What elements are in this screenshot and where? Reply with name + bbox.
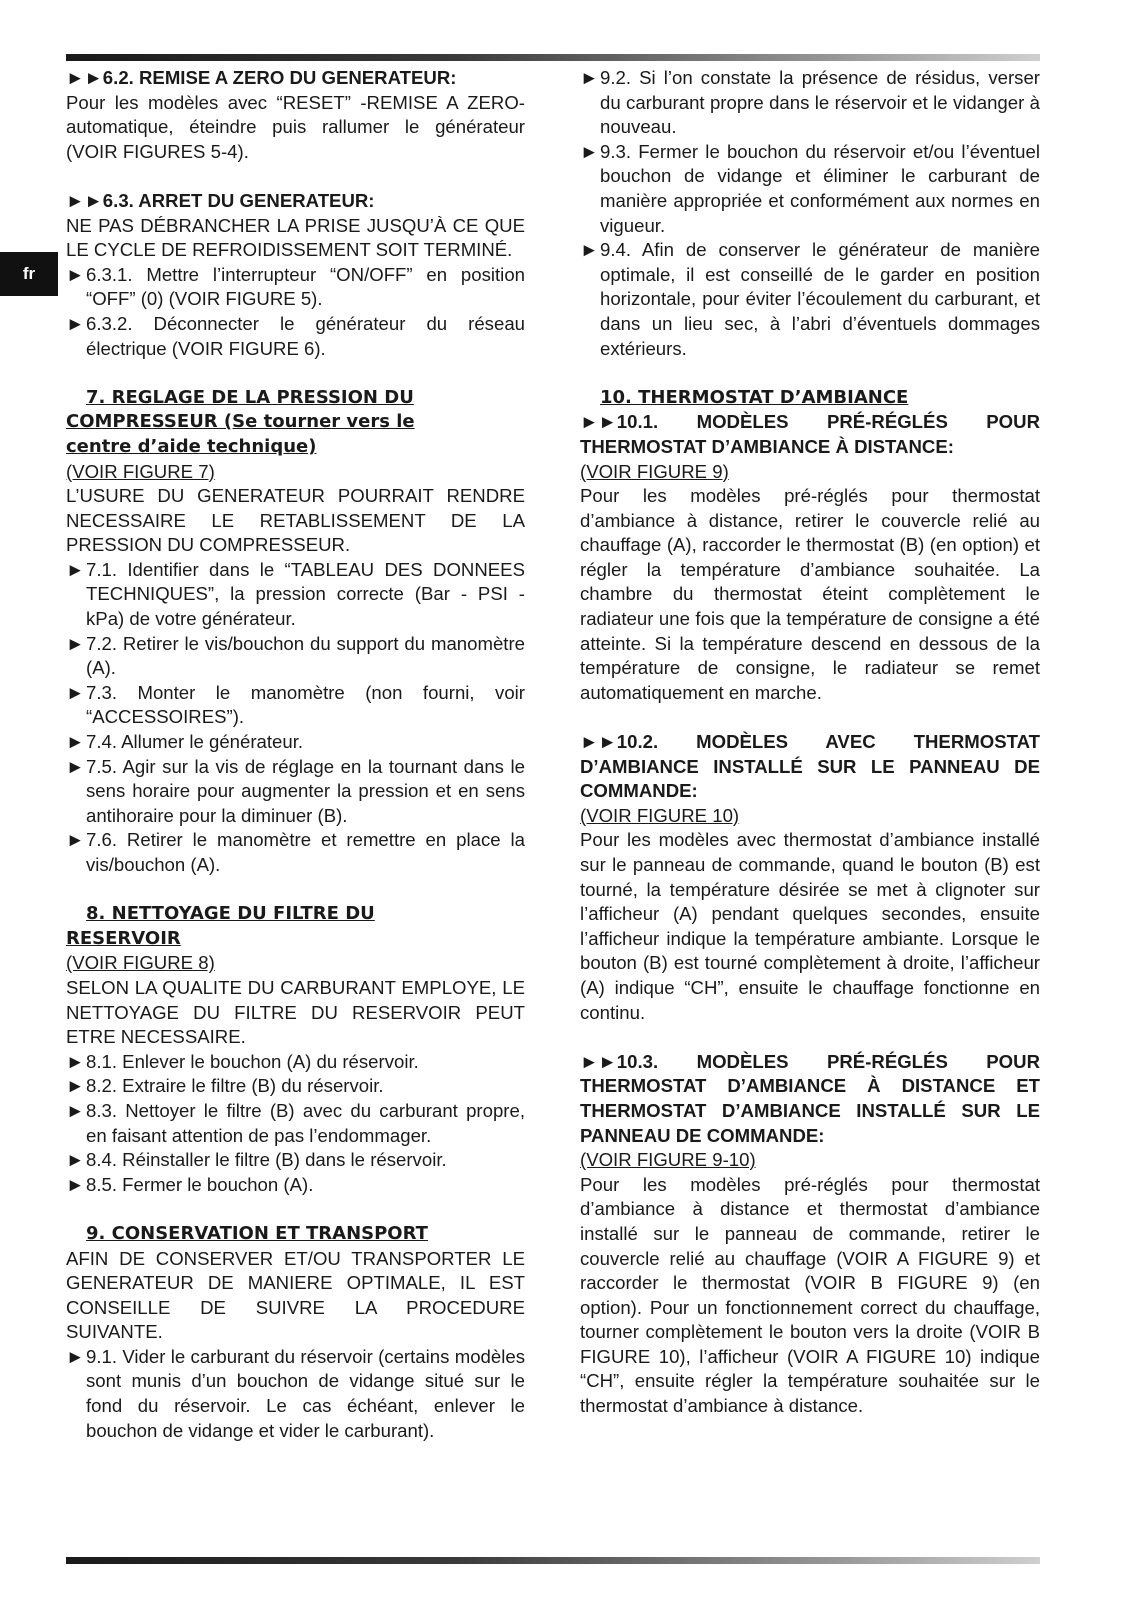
section-10-3-figure-ref: (VOIR FIGURE 9-10) (580, 1149, 756, 1171)
list-item: ► 6.3.1. Mettre l’interrupteur “ON/OFF” en position “OFF” (0) (VOIR FIGURE 5). (66, 263, 525, 310)
bullet-arrow-icon: ► (66, 829, 85, 851)
list-item: ► 7.1. Identifier dans le “TABLEAU DES DONNEES TECHNIQUES”, la pression correcte (Bar - PSI - kPa) de votre générateur. (66, 558, 525, 630)
list-item: ► 9.1. Vider le carburant du réservoir (certains modèles sont munis d’un bouchon de vidange situé sur le fond du réservoir. Le cas échéant, enlever le bouchon de vidange et vider le carburant). (66, 1345, 525, 1441)
bullet-arrow-icon: ► (66, 681, 85, 703)
list-item: ► 8.4. Réinstaller le filtre (B) dans le réservoir. (66, 1148, 525, 1173)
section-7-title-line3: centre d’aide technique) (66, 435, 317, 457)
section-8-title-line1: 8. NETTOYAGE DU FILTRE DU (86, 903, 375, 925)
section-9-text: AFIN DE CONSERVER ET/OU TRANSPORTER LE GENERATEUR DE MANIERE OPTIMALE, IL EST CONSEILLE DE SUIVRE LA PROCEDURE SUIVANTE. (66, 1247, 525, 1343)
section-10-1-figure-ref: (VOIR FIGURE 9) (580, 460, 729, 482)
bullet-arrow-icon: ► (66, 632, 85, 654)
bullet-arrow-icon: ► (66, 312, 85, 334)
section-7-title-line1: 7. REGLAGE DE LA PRESSION DU (86, 386, 414, 408)
top-rule (66, 54, 1040, 61)
list-item: ► 6.3.2. Déconnecter le générateur du réseau électrique (VOIR FIGURE 6). (66, 312, 525, 359)
section-10-3-title: ►►10.3. MODÈLES PRÉ-RÉGLÉS POUR THERMOSTAT D’AMBIANCE À DISTANCE ET THERMOSTAT D’AMBIANCE INSTALLÉ SUR LE PANNEAU DE COMMANDE: (580, 1050, 1040, 1146)
section-8-text: SELON LA QUALITE DU CARBURANT EMPLOYE, LE NETTOYAGE DU FILTRE DU RESERVOIR PEUT ETRE NECESSAIRE. (66, 976, 525, 1048)
section-9-title: 9. CONSERVATION ET TRANSPORT (86, 1222, 428, 1244)
section-8-title-line2: RESERVOIR (66, 927, 181, 949)
bullet-arrow-icon: ► (66, 263, 85, 285)
section-8-figure-ref: (VOIR FIGURE 8) (66, 952, 215, 974)
list-item: ► 9.4. Afin de conserver le générateur de manière optimale, il est conseillé de le garder en position horizontale, pour éviter l’écoulement du carburant, et dans un lieu sec, à l’abri d’éventuels dommages extérieurs. (580, 239, 1040, 359)
bullet-arrow-icon: ► (66, 1345, 85, 1367)
list-item: ► 7.6. Retirer le manomètre et remettre en place la vis/bouchon (A). (66, 829, 525, 875)
list-item: ► 8.2. Extraire le filtre (B) du réservoir. (66, 1074, 525, 1099)
section-7-figure-ref: (VOIR FIGURE 7) (66, 460, 215, 482)
section-6-3-title: ►►6.3. ARRET DU GENERATEUR: (66, 189, 375, 211)
bullet-arrow-icon: ► (66, 1050, 85, 1072)
section-10-1-title: ►►10.1. MODÈLES PRÉ-RÉGLÉS POUR THERMOSTAT D’AMBIANCE À DISTANCE: (580, 411, 1040, 457)
right-column (580, 66, 1040, 1419)
section-10-1-text: Pour les modèles pré-réglés pour thermostat d’ambiance à distance, retirer le couvercle relié au chauffage (A), raccorder le thermostat (B) (en option) et régler la température d’ambiance souhaitée. La chambre du thermostat éteint complètement le radiateur une fois que la température de consigne a été atteinte. Si la température descend en dessous de la température de consigne, le radiateur se remet automatiquement en marche. (580, 485, 1040, 703)
bullet-arrow-icon: ► (66, 558, 85, 580)
bullet-arrow-icon: ► (66, 755, 85, 777)
section-6-3-text: NE PAS DÉBRANCHER LA PRISE JUSQU’À CE QUE LE CYCLE DE REFROIDISSEMENT SOIT TERMINÉ. (66, 214, 525, 261)
bullet-arrow-icon: ► (66, 1075, 85, 1097)
list-item: ► 9.2. Si l’on constate la présence de résidus, verser du carburant propre dans le réservoir et le vidanger à nouveau. (580, 67, 1040, 138)
list-item: ► 8.3. Nettoyer le filtre (B) avec du carburant propre, en faisant attention de pas l’endommager. (66, 1099, 525, 1146)
left-column (66, 66, 525, 1443)
bullet-arrow-icon: ► (66, 1149, 85, 1171)
bullet-arrow-icon: ► (580, 140, 599, 162)
section-6-2-text: Pour les modèles avec “RESET” -REMISE A ZERO- automatique, éteindre puis rallumer le générateur (VOIR FIGURES 5-4). (66, 91, 525, 162)
language-tab (0, 252, 58, 296)
list-item: ► 7.5. Agir sur la vis de réglage en la tournant dans le sens horaire pour augmenter la pression et en sens antihoraire pour la diminuer (B). (66, 755, 525, 826)
bottom-rule (66, 1557, 1040, 1564)
section-10-2-title: ►►10.2. MODÈLES AVEC THERMOSTAT D’AMBIANCE INSTALLÉ SUR LE PANNEAU DE COMMANDE: (580, 731, 1040, 802)
bullet-arrow-icon: ► (66, 1173, 85, 1195)
section-10-title: 10. THERMOSTAT D’AMBIANCE (600, 386, 909, 408)
list-item: ► 9.3. Fermer le bouchon du réservoir et/ou l’éventuel bouchon de vidange et éliminer le carburant de manière appropriée et conformément aux normes en vigueur. (580, 140, 1040, 236)
section-10-3-text: Pour les modèles pré-réglés pour thermostat d’ambiance à distance et thermostat d’ambiance installé sur le panneau de commande, retirer le couvercle relié au chauffage (VOIR A FIGURE 9) et raccorder le thermostat (VOIR B FIGURE 9) (en option). Pour un fonctionnement correct du chauffage, tourner complètement le bouton vers la droite (VOIR B FIGURE 10), l’afficheur (VOIR A FIGURE 10) indique “CH”, ensuite régler la température souhaitée sur le thermostat d’ambiance à distance. (580, 1173, 1040, 1417)
list-item: ► 7.2. Retirer le vis/bouchon du support du manomètre (A). (66, 632, 525, 679)
list-item: ► 8.5. Fermer le bouchon (A). (66, 1173, 525, 1198)
section-7-text: L’USURE DU GENERATEUR POURRAIT RENDRE NECESSAIRE LE RETABLISSEMENT DE LA PRESSION DU COMPRESSEUR. (66, 485, 525, 556)
bullet-arrow-icon: ► (580, 67, 599, 88)
list-item: ► 7.4. Allumer le générateur. (66, 730, 525, 755)
bullet-arrow-icon: ► (66, 1099, 85, 1121)
language-label: fr (22, 264, 36, 283)
section-7-title-line2: COMPRESSEUR (Se tourner vers le (66, 411, 415, 433)
section-10-2-figure-ref: (VOIR FIGURE 10) (580, 804, 740, 826)
section-6-2-title: ►►6.2. REMISE A ZERO DU GENERATEUR: (66, 67, 457, 88)
list-item: ► 7.3. Monter le manomètre (non fourni, voir “ACCESSOIRES”). (66, 681, 525, 728)
list-item: ► 8.1. Enlever le bouchon (A) du réservoir. (66, 1050, 525, 1075)
section-10-2-text: Pour les modèles avec thermostat d’ambiance installé sur le panneau de commande, quand le bouton (B) est tourné, la température désirée se met à clignoter sur l’afficheur (A) pendant quelques secondes, ensuite l’afficheur indique la température ambiante. Lorsque le bouton (B) est tourné complètement à droite, l’afficheur (A) indique “CH”, ensuite le chauffage fonctionne en continu. (580, 829, 1040, 1023)
bullet-arrow-icon: ► (66, 731, 85, 753)
bullet-arrow-icon: ► (580, 239, 599, 261)
